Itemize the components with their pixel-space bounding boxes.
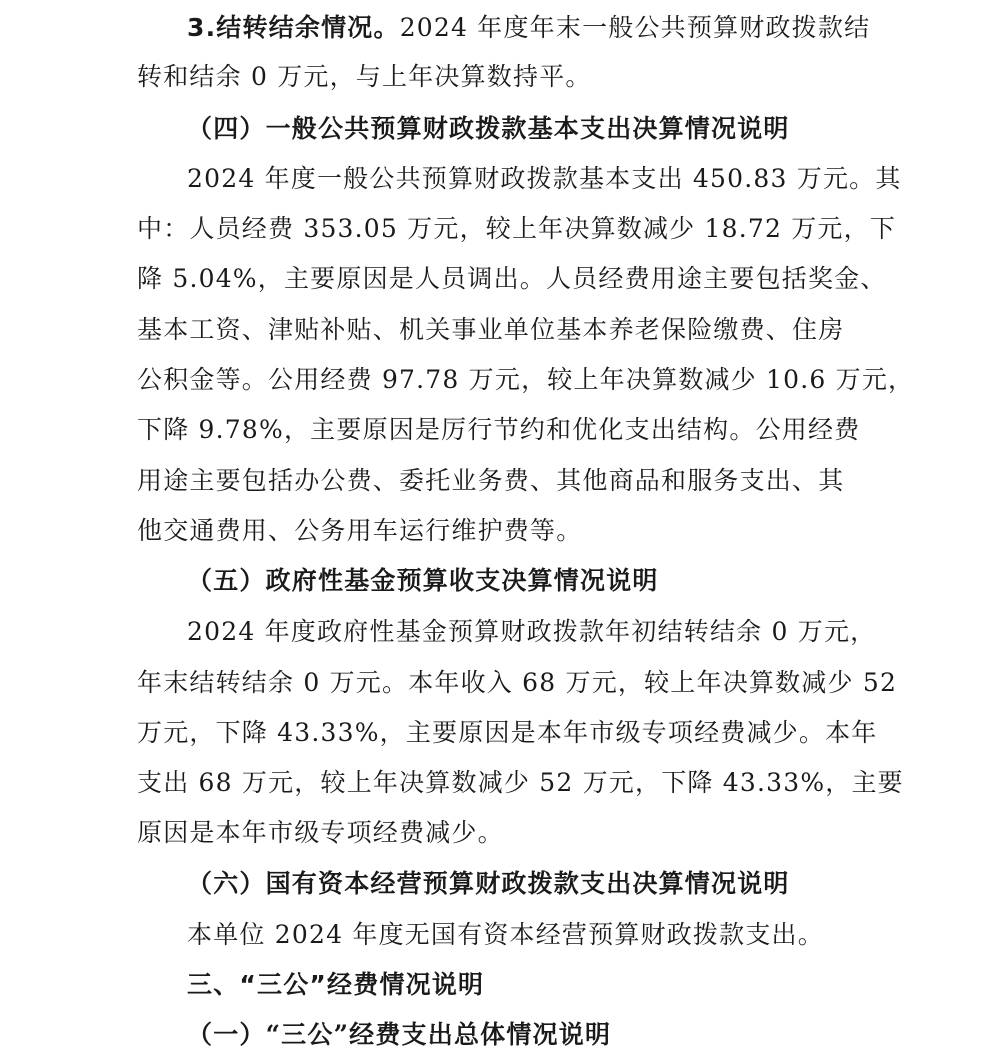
paragraph-fund-line-3: 万元，下降 43.33%，主要原因是本年市级专项经费减少。本年 [137, 718, 878, 747]
paragraph-carryover-line-1 [187, 13, 870, 43]
paragraph-state-capital-line-1: 本单位 2024 年度无国有资本经营预算财政拨款支出。 [187, 920, 824, 949]
paragraph-fund-line-1: 2024 年度政府性基金预算财政拨款年初结转结余 0 万元， [187, 617, 877, 646]
section-heading-6: （六）国有资本经营预算财政拨款支出决算情况说明 [187, 869, 790, 898]
section-heading-three-public: 三、“三公”经费情况说明 [187, 970, 485, 999]
section-heading-5: （五）政府性基金预算收支决算情况说明 [187, 566, 659, 595]
paragraph-carryover-line-2: 转和结余 0 万元，与上年决算数持平。 [137, 62, 592, 91]
paragraph-fund-line-4: 支出 68 万元，较上年决算数减少 52 万元，下降 43.33%，主要 [137, 768, 904, 797]
paragraph-fund-line-2: 年末结转结余 0 万元。本年收入 68 万元，较上年决算数减少 52 [137, 668, 898, 697]
paragraph-basic-expense-line-3: 降 5.04%，主要原因是人员调出。人员经费用途主要包括奖金、 [137, 264, 887, 293]
paragraph-basic-expense-line-7: 用途主要包括办公费、委托业务费、其他商品和服务支出、其 [137, 466, 845, 495]
paragraph-basic-expense-line-2: 中：人员经费 353.05 万元，较上年决算数减少 18.72 万元，下 [137, 214, 897, 243]
paragraph-basic-expense-line-8: 他交通费用、公务用车运行维护费等。 [137, 516, 583, 545]
section-heading-4: （四）一般公共预算财政拨款基本支出决算情况说明 [187, 114, 790, 143]
paragraph-text: 2024 年度年末一般公共预算财政拨款结 [399, 13, 871, 42]
subsection-heading-1: （一）“三公”经费支出总体情况说明 [187, 1020, 612, 1049]
paragraph-basic-expense-line-6: 下降 9.78%，主要原因是厉行节约和优化支出结构。公用经费 [137, 415, 861, 444]
paragraph-basic-expense-line-5: 公积金等。公用经费 97.78 万元，较上年决算数减少 10.6 万元， [137, 365, 915, 394]
paragraph-fund-line-5: 原因是本年市级专项经费减少。 [137, 818, 504, 847]
paragraph-basic-expense-line-1: 2024 年度一般公共预算财政拨款基本支出 450.83 万元。其 [187, 164, 902, 193]
paragraph-basic-expense-line-4: 基本工资、津贴补贴、机关事业单位基本养老保险缴费、住房 [137, 315, 845, 344]
paragraph-lead-bold: 3.结转结余情况。 [187, 13, 400, 42]
